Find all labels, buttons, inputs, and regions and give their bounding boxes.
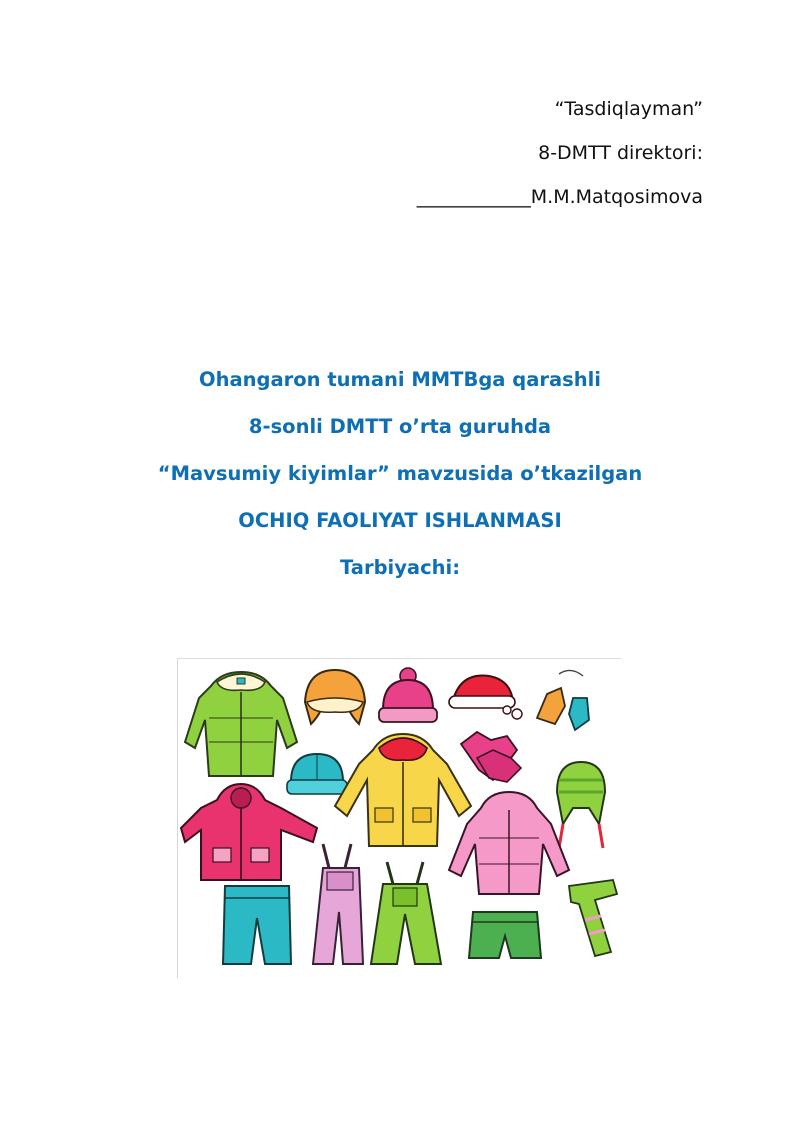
seasonal-clothes-illustration (177, 658, 621, 978)
document-heading (0, 366, 800, 601)
heading-line-1: Ohangaron tumani MMTBga qarashli (199, 368, 601, 391)
heading-line-2: 8-sonli DMTT o’rta guruhda (248, 415, 552, 438)
director-signature-line: ____________M.M.Matqosimova (416, 186, 703, 208)
heading-line-3: “Mavsumiy kiyimlar” mavzusida o’tkazilgan (157, 462, 643, 485)
approval-block (417, 98, 703, 230)
heading-line-5: Tarbiyachi: (340, 556, 460, 579)
director-title: 8-DMTT direktori: (538, 142, 703, 164)
heading-line-4: OCHIQ FAOLIYAT ISHLANMASI (238, 509, 562, 532)
approval-title: “Tasdiqlayman” (554, 98, 703, 120)
